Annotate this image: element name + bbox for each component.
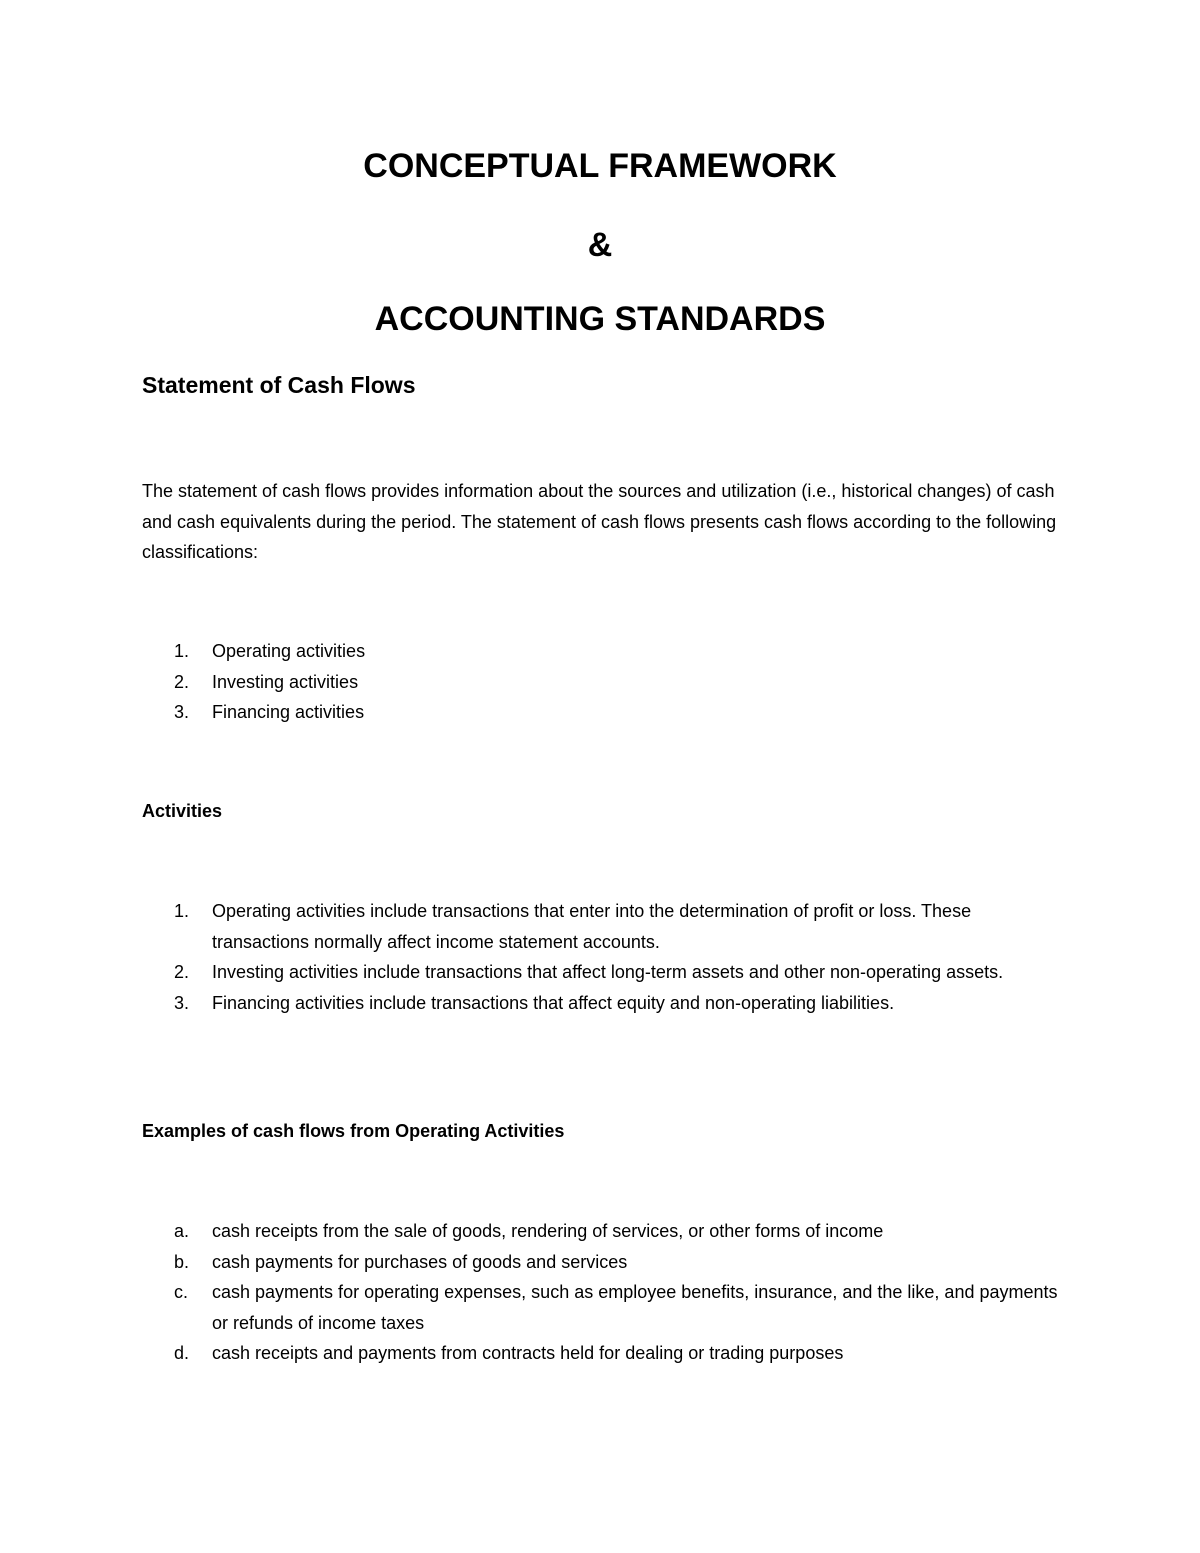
list-item-text: Financing activities — [212, 702, 365, 722]
list-item-text: cash payments for purchases of goods and services — [212, 1251, 628, 1272]
title-line-2: & — [587, 226, 613, 264]
classifications-list — [142, 636, 1062, 728]
list-item — [142, 697, 1062, 728]
activities-list — [142, 896, 1062, 1018]
list-marker: 2. — [174, 962, 190, 982]
list-marker: 3. — [174, 992, 190, 1013]
activities-heading: Activities — [142, 801, 223, 821]
list-item — [142, 896, 1062, 957]
title-line-3: ACCOUNTING STANDARDS — [374, 300, 826, 338]
list-item-text: cash receipts and payments from contracts held for dealing or trading purposes — [212, 1343, 844, 1363]
list-marker: d. — [174, 1343, 190, 1363]
list-item — [142, 1338, 1062, 1369]
list-item — [142, 1277, 1062, 1338]
list-item-text: cash payments for operating expenses, such as employee benefits, insurance, and the like, and payments or refunds of income taxes — [212, 1282, 1058, 1333]
list-item — [142, 636, 1062, 667]
list-item-text: Operating activities include transactions that enter into the determination of profit or loss. These transactions normally affect income statement accounts. — [212, 901, 972, 952]
list-item — [142, 988, 1062, 1019]
list-item — [142, 1247, 1062, 1278]
list-item — [142, 667, 1062, 698]
examples-heading: Examples of cash flows from Operating Activities — [142, 1121, 565, 1141]
list-marker: c. — [174, 1282, 189, 1302]
list-marker: a. — [174, 1221, 190, 1241]
list-item-text: Investing activities — [212, 671, 359, 692]
list-marker: 1. — [174, 901, 190, 921]
list-item-text: cash receipts from the sale of goods, rendering of services, or other forms of income — [212, 1221, 884, 1241]
intro-paragraph: The statement of cash flows provides information about the sources and utilization (i.e., historical changes) of cash and cash equivalents during the period. The statement of cash flows presents cash flows according to the following classifications: — [142, 481, 1057, 562]
list-marker: b. — [174, 1251, 190, 1272]
title-line-1: CONCEPTUAL FRAMEWORK — [363, 147, 837, 185]
examples-list — [142, 1216, 1062, 1369]
list-item-text: Investing activities include transactions that affect long-term assets and other non-operating assets. — [212, 962, 1004, 982]
list-marker: 1. — [174, 641, 190, 661]
list-marker: 3. — [174, 702, 190, 722]
list-item-text: Financing activities include transactions that affect equity and non-operating liabilities. — [212, 992, 895, 1013]
list-item — [142, 1216, 1062, 1247]
list-item — [142, 957, 1062, 988]
section-heading: Statement of Cash Flows — [142, 372, 416, 398]
list-marker: 2. — [174, 671, 190, 692]
list-item-text: Operating activities — [212, 641, 366, 661]
